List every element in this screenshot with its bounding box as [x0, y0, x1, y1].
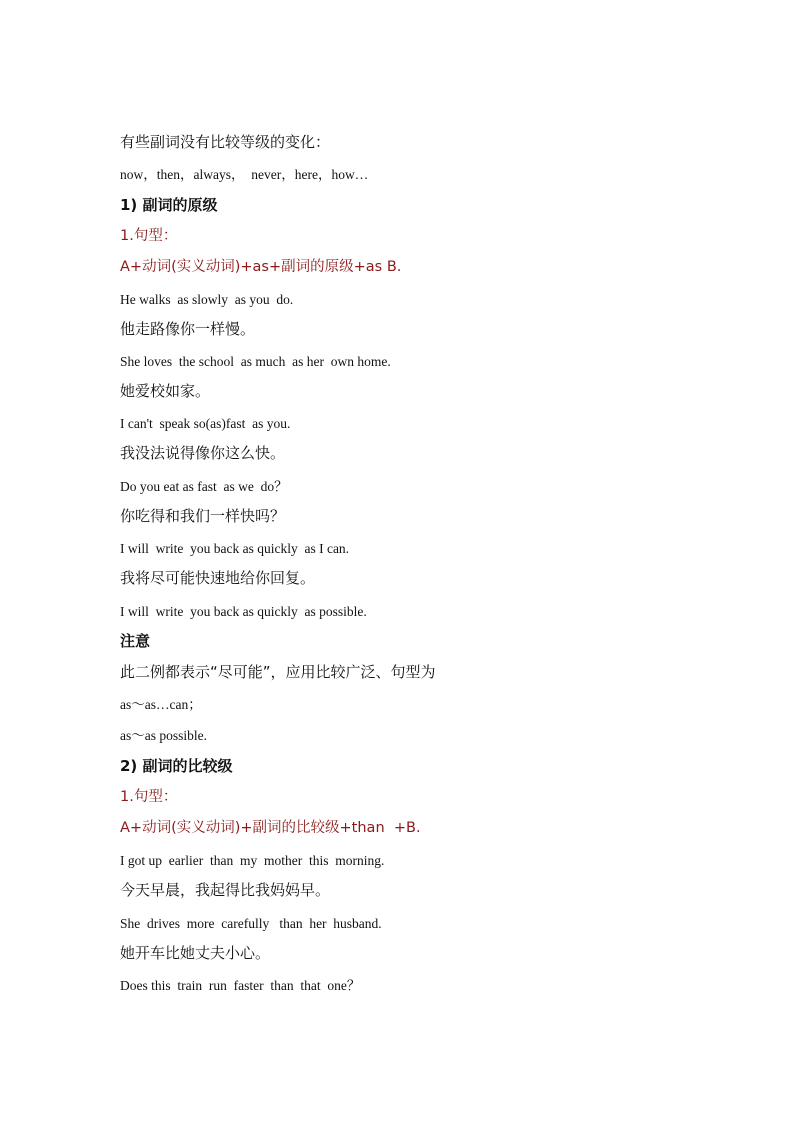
example-en: She loves the school as much as her own home.: [120, 354, 391, 369]
section2-pattern-label: 1.句型：: [120, 789, 178, 805]
section2-title: 2) 副词的比较级: [120, 757, 233, 775]
note-title: 注意: [120, 632, 151, 650]
intro-no-degree: 有些副词没有比较等级的变化：: [120, 133, 331, 151]
note-form: as～as possible.: [120, 728, 207, 743]
example-en: I can't speak so(as)fast as you.: [120, 416, 291, 431]
note-text: 此二例都表示“尽可能”，应用比较广泛、句型为: [120, 663, 436, 681]
example-zh: 我没法说得像你这么快。: [120, 444, 286, 462]
section1-pattern-label: 1.句型：: [120, 228, 178, 244]
example-en: She drives more carefully than her husband.: [120, 916, 382, 931]
example-en: Do you eat as fast as we do？: [120, 479, 288, 494]
example-en: Does this train run faster than that one？: [120, 978, 361, 993]
intro-examples: now，then，always， never，here，how…: [120, 167, 369, 182]
note-form: as～as…can；: [120, 697, 202, 712]
example-en: I got up earlier than my mother this morning.: [120, 853, 385, 868]
example-zh: 她爱校如家。: [120, 382, 211, 400]
example-en: He walks as slowly as you do.: [120, 292, 294, 307]
example-zh: 他走路像你一样慢。: [120, 320, 256, 338]
example-en: I will write you back as quickly as possible.: [120, 604, 367, 619]
example-zh: 今天早晨，我起得比我妈妈早。: [120, 881, 331, 899]
section2-pattern: A+动词(实义动词)+副词的比较级+than +B.: [120, 820, 421, 836]
section1-pattern: A+动词(实义动词)+as+副词的原级+as B.: [120, 259, 402, 275]
example-zh: 你吃得和我们一样快吗？: [120, 507, 286, 525]
section1-title: 1) 副词的原级: [120, 196, 218, 214]
example-zh: 我将尽可能快速地给你回复。: [120, 569, 316, 587]
example-en: I will write you back as quickly as I can.: [120, 541, 350, 556]
example-zh: 她开车比她丈夫小心。: [120, 944, 271, 962]
